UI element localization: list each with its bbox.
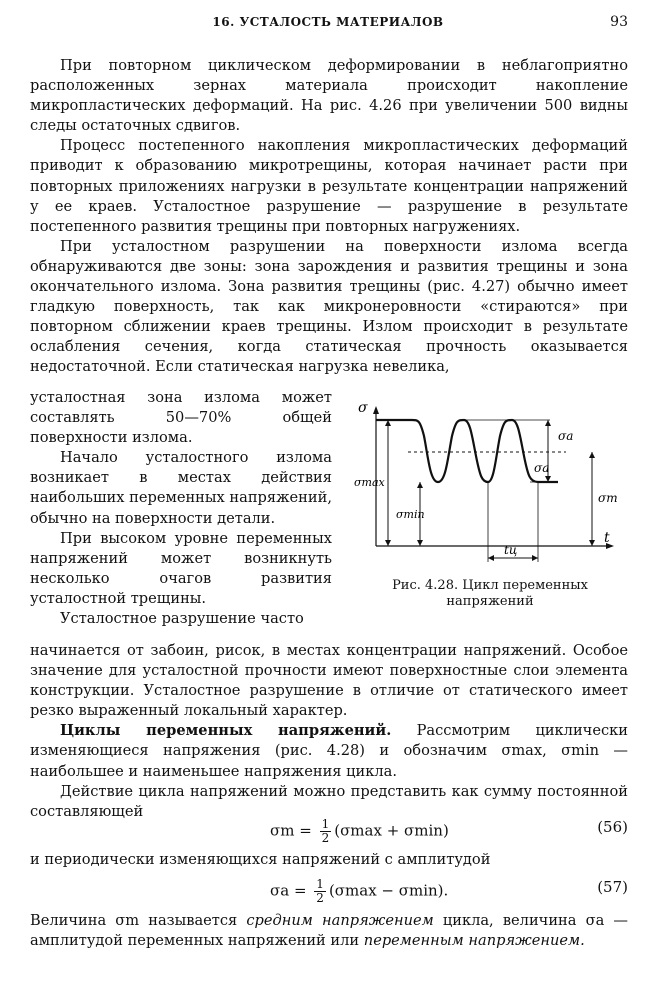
- eq-lhs: σm =: [270, 821, 317, 840]
- text-final: [30, 911, 628, 951]
- stress-curve: [376, 420, 558, 482]
- paragraph-final: [30, 911, 628, 951]
- paragraph: Усталостное разрушение часто: [60, 610, 304, 628]
- equation-57: [30, 872, 628, 906]
- eq-rhs: (σmax − σmin).: [328, 881, 449, 900]
- equation-56: [30, 812, 628, 846]
- eq-lhs: σa =: [270, 881, 312, 900]
- final-text-2: цикла, величина σa — амплитудой переменных напряжений или: [30, 912, 629, 950]
- text-periodic: [30, 850, 628, 870]
- paragraph: и периодически изменяющихся напряжений с амплитудой: [30, 851, 491, 868]
- paragraph: Процесс постепенного накопления микропластических деформаций приводит к образованию микротрещины, которая начинает расти при повторных приложениях нагрузки в результате концентрации напряжений у ее краев. Усталостное разрушение — разрушение в результате постепенного развития трещины при повторных нагружениях.: [30, 137, 628, 235]
- period-label: tц: [504, 543, 518, 557]
- numerator: 1: [316, 877, 324, 891]
- page-number: 93: [610, 14, 628, 30]
- paragraph: усталостная зона излома может составлять 50—70% общей поверхности излома.: [30, 389, 332, 447]
- chapter-title: 16. УСТАЛОСТЬ МАТЕРИАЛОВ: [212, 15, 444, 29]
- text-block-after-figure: [30, 641, 628, 822]
- fraction: [320, 818, 332, 845]
- paragraph-cycles: [30, 721, 628, 781]
- sa-lower-label: σa: [534, 461, 550, 475]
- term-mean-stress: средним напряжением: [246, 912, 434, 929]
- paragraph: При усталостном разрушении на поверхности излома всегда обнаруживаются две зоны: зона зарождения и развития трещины и зона окончательного излома. Зона развития трещины (рис. 4.27) обычно имеет гладкую поверхность, так как микронеровности «стираются» при повторном сближении краев трещины. Излом происходит в результате ослабления сечения, когда статическая прочность оказывается недостаточной. Если статическая нагрузка невелика,: [30, 237, 628, 376]
- denominator: 2: [321, 831, 330, 845]
- numerator: 1: [321, 817, 330, 831]
- denominator: 2: [316, 891, 324, 905]
- stress-cycle-diagram: [352, 396, 628, 576]
- smin-label: σmin: [396, 508, 425, 521]
- cycles-heading: Циклы переменных напряжений.: [60, 722, 392, 740]
- text-block-narrow: [30, 388, 332, 629]
- cycles-text: Рассмотрим циклически изменяющиеся напряжения (рис. 4.28) и обозначим σmax, σmin — наибольшее и наименьшее напряжения цикла.: [30, 722, 628, 780]
- equation-body: [270, 818, 449, 845]
- paragraph: начинается от забоин, рисок, в местах концентрации напряжений. Особое значение для усталостной прочности имеют поверхностные слои элемента конструкции. Усталостное разрушение в отличие от статического имеет резко выраженный локальный характер.: [30, 642, 628, 720]
- running-header: [0, 12, 656, 34]
- sm-label: σm: [598, 491, 618, 505]
- figure-4-28: [352, 396, 628, 616]
- text-block-top: [30, 56, 628, 378]
- paragraph: При высоком уровне переменных напряжений может возникнуть несколько очагов развития усталостной трещины.: [30, 529, 332, 607]
- term-variable-stress: переменным напряжением.: [363, 932, 585, 950]
- paragraph: Начало усталостного излома возникает в местах действия наибольших переменных напряжений, обычно на поверхности детали.: [30, 449, 332, 527]
- equation-body: [270, 878, 448, 905]
- eq-rhs: (σmax + σmin): [334, 821, 449, 840]
- equation-number: (56): [597, 818, 628, 836]
- x-axis-label: t: [604, 530, 610, 546]
- y-axis-label: σ: [358, 400, 368, 416]
- figure-caption: Рис. 4.28. Цикл переменных напряжений: [392, 578, 588, 609]
- equation-number: (57): [597, 878, 628, 896]
- final-text-1: Величина σm называется: [30, 912, 247, 929]
- smax-label: σmax: [354, 476, 385, 489]
- paragraph: Действие цикла напряжений можно представить как сумму постоянной составляющей: [30, 782, 628, 820]
- fraction: [314, 878, 326, 905]
- arrowheads: [373, 406, 614, 561]
- paragraph: При повторном циклическом деформировании в неблагоприятно расположенных зернах материала происходит накопление микропластических деформаций. На рис. 4.26 при увеличении 500 видны следы остаточных сдвигов.: [30, 57, 628, 135]
- sa-upper-label: σa: [558, 429, 574, 443]
